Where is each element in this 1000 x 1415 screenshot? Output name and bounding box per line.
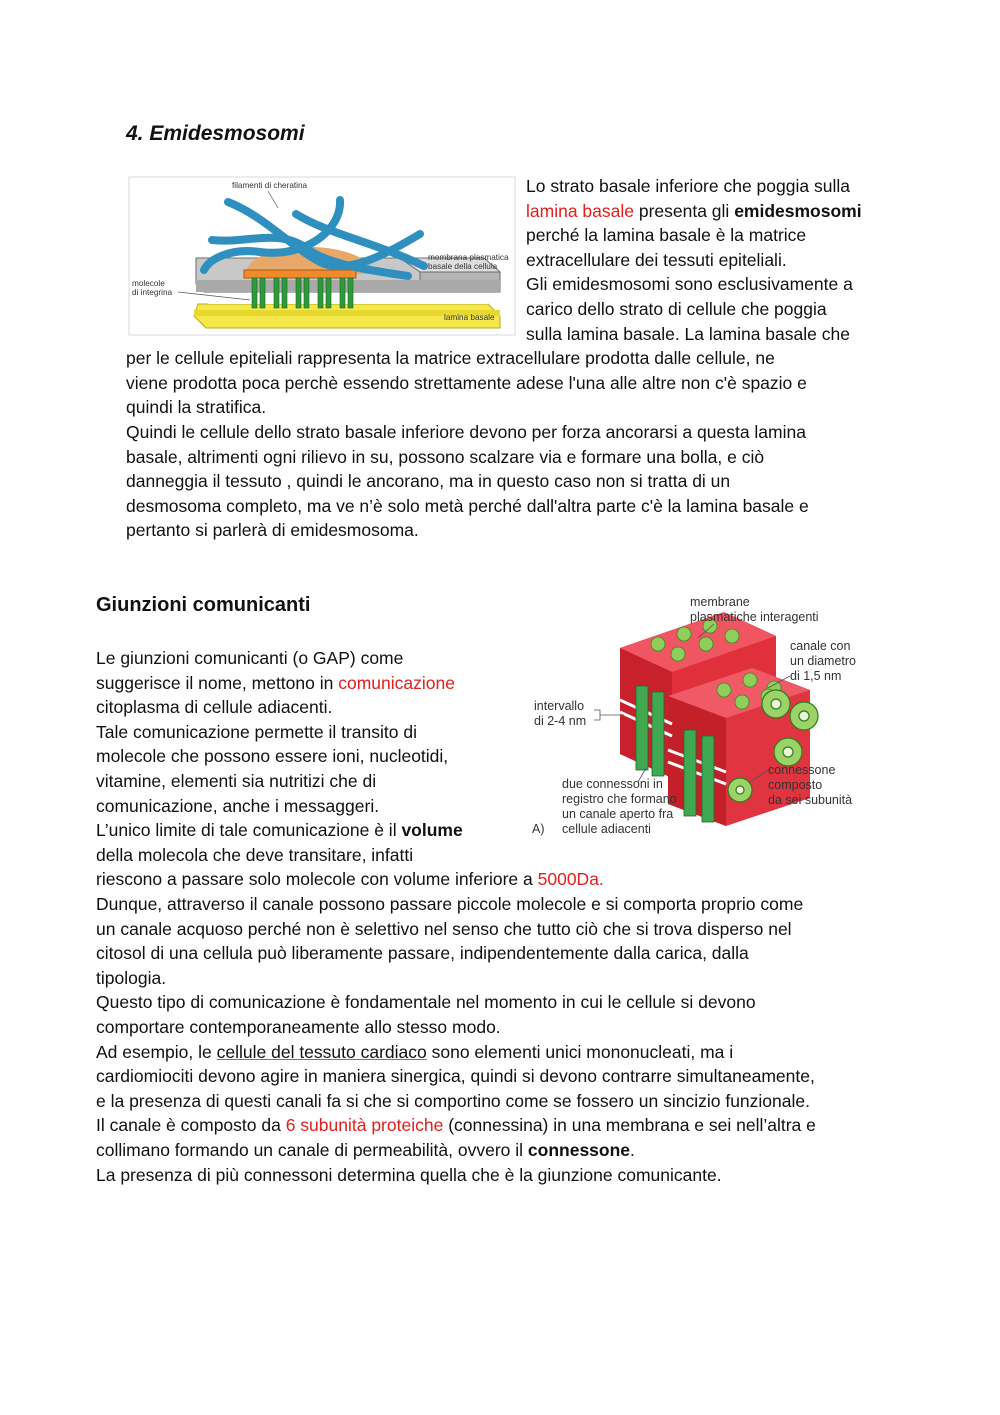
keyword-comunicazione: comunicazione <box>338 672 455 693</box>
label-filaments: filamenti di cheratina <box>232 181 308 190</box>
label-interval-1: intervallo <box>534 699 585 713</box>
s4-p1-line7: sulla lamina basale. La lamina basale che <box>526 323 850 344</box>
gap-line2 <box>96 671 455 696</box>
s4-p1-line6: carico dello strato di cellule che poggia <box>526 299 827 319</box>
text-segment: Ad esempio, le <box>96 1041 217 1062</box>
text-segment: sono elementi unici mononucleati, ma i <box>426 1041 734 1062</box>
text-segment: (connessina) in una membrana e sei nell’altra e <box>443 1115 816 1136</box>
text-segment: riescono a passare solo molecole con volume inferiore a <box>96 869 538 890</box>
s4-p2-line3: danneggia il tessuto , quindi le ancorano, ma in questo caso non si tratta di un <box>126 471 731 492</box>
keyword-6-subunita: 6 subunità proteiche <box>285 1115 444 1136</box>
gap-line3: citoplasma di cellule adiacenti. <box>96 697 333 718</box>
gap-line19: e la presenza di questi canali fa si che si comportino come se fossero un sincizio funzionale. <box>96 1090 810 1111</box>
section-heading-emidesmosomi: 4. Emidesmosomi <box>126 122 305 145</box>
label-membrane-1: membrana plasmatica <box>428 253 509 262</box>
gap-line6: vitamine, elementi sia nutritizi che di <box>96 771 377 791</box>
keyword-emidesmosomi: emidesmosomi <box>734 200 862 221</box>
label-connexon-3: da sei subunità <box>768 793 853 807</box>
label-integrin-1: molecole <box>132 279 165 288</box>
s4-p1-line1: Lo strato basale inferiore che poggia sulla <box>526 176 850 196</box>
label-two-connexons-3: un canale aperto fra <box>562 807 674 821</box>
s4-p2-line4: desmosoma completo, ma ve n’è solo metà perché dall'altra parte c'è la lamina basale e <box>126 495 809 516</box>
gap-line4: Tale comunicazione permette il transito di <box>96 721 417 742</box>
gap-line13: citosol di una cellula può liberamente passare, indipendentemente dalla carica, dalla <box>96 943 749 964</box>
gap-line21 <box>96 1138 635 1163</box>
section-heading-giunzioni: Giunzioni comunicanti <box>96 594 311 616</box>
label-interval-2: di 2-4 nm <box>534 714 587 728</box>
s4-p1-line2 <box>526 199 862 224</box>
gap-line11: Dunque, attraverso il canale possono passare piccole molecole e si comporta proprio come <box>96 894 804 914</box>
s4-p2-line5: pertanto si parlerà di emidesmosoma. <box>126 520 419 541</box>
s4-p2-line1: Quindi le cellule dello strato basale inferiore devono per forza ancorarsi a questa lamina <box>126 422 806 442</box>
s4-p1-line9: viene prodotta poca perchè essendo strettamente adese l'una alle altre non c'è spazio e <box>126 372 807 393</box>
gap-line20 <box>96 1113 816 1138</box>
gap-line16: comportare contemporaneamente allo stesso modo. <box>96 1017 501 1037</box>
keyword-volume: volume <box>401 820 463 841</box>
gap-line9: della molecola che deve transitare, infatti <box>96 844 414 865</box>
gap-line5: molecole che possono essere ioni, nucleotidi, <box>96 746 449 767</box>
label-membranes-2: plasmatiche interagenti <box>690 610 819 624</box>
label-lamina: lamina basale <box>444 313 495 322</box>
gap-line22: La presenza di più connessoni determina quella che è la giunzione comunicante. <box>96 1164 722 1185</box>
text-segment: Il canale è composto da <box>96 1115 286 1136</box>
s4-p2-line2: basale, altrimenti ogni rilievo in su, possono scalzare via e formare una bolla, e ciò <box>126 446 765 467</box>
s4-p1-line8: per le cellule epiteliali rappresenta la matrice extracellulare prodotta dalle cellule, ne <box>126 348 775 369</box>
s4-p1-line5: Gli emidesmosomi sono esclusivamente a <box>526 274 853 295</box>
gap-line1: Le giunzioni comunicanti (o GAP) come <box>96 648 404 668</box>
label-two-connexons-2: registro che formano <box>562 792 677 806</box>
gap-line17 <box>96 1040 733 1065</box>
keyword-lamina-basale: lamina basale <box>526 200 634 221</box>
label-channel-3: di 1,5 nm <box>790 669 842 683</box>
s4-p1-line4: extracellulare dei tessuti epiteliali. <box>526 249 787 270</box>
gap-line8 <box>96 818 463 843</box>
gap-line12: un canale acquoso perché non è selettivo nel senso che tutto ciò che si trova disperso nel <box>96 918 792 939</box>
label-channel-2: un diametro <box>790 654 857 668</box>
keyword-connessone: connessone <box>527 1140 631 1160</box>
label-panel: A) <box>532 822 545 836</box>
s4-p1-line3: perché la lamina basale è la matrice <box>526 225 807 246</box>
gap-junction-figure <box>528 592 874 840</box>
gap-line15: Questo tipo di comunicazione è fondamentale nel momento in cui le cellule si devono <box>96 992 756 1013</box>
gap-line18: cardiomiociti devono agire in maniera sinergica, quindi si devono contrarre simultaneamente, <box>96 1066 815 1087</box>
text-segment: L’unico limite di tale comunicazione è il <box>96 820 402 841</box>
label-two-connexons-4: cellule adiacenti <box>562 822 651 836</box>
keyword-cellule-cardiache: cellule del tessuto cardiaco <box>216 1041 427 1062</box>
label-connexon-2: composto <box>768 778 823 792</box>
keyword-5000da: 5000Da. <box>537 869 604 890</box>
text-segment: presenta gli <box>633 200 735 221</box>
label-membrane-2: basale della cellula <box>428 262 498 271</box>
hemidesmosome-figure <box>128 176 516 336</box>
label-connexon-1: connessone <box>768 763 836 777</box>
label-two-connexons-1: due connessoni in <box>562 777 663 791</box>
text-segment: suggerisce il nome, mettono in <box>96 672 339 693</box>
gap-line10 <box>96 867 604 892</box>
label-channel-1: canale con <box>790 639 851 653</box>
label-membranes-1: membrane <box>690 595 750 609</box>
gap-line7: comunicazione, anche i messaggeri. <box>96 795 380 816</box>
label-integrin-2: di integrina <box>132 288 173 297</box>
gap-line14: tipologia. <box>96 967 167 988</box>
text-segment: . <box>630 1140 635 1160</box>
s4-p1-line10: quindi la stratifica. <box>126 397 267 418</box>
text-segment: collimano formando un canale di permeabilità, ovvero il <box>96 1140 528 1160</box>
